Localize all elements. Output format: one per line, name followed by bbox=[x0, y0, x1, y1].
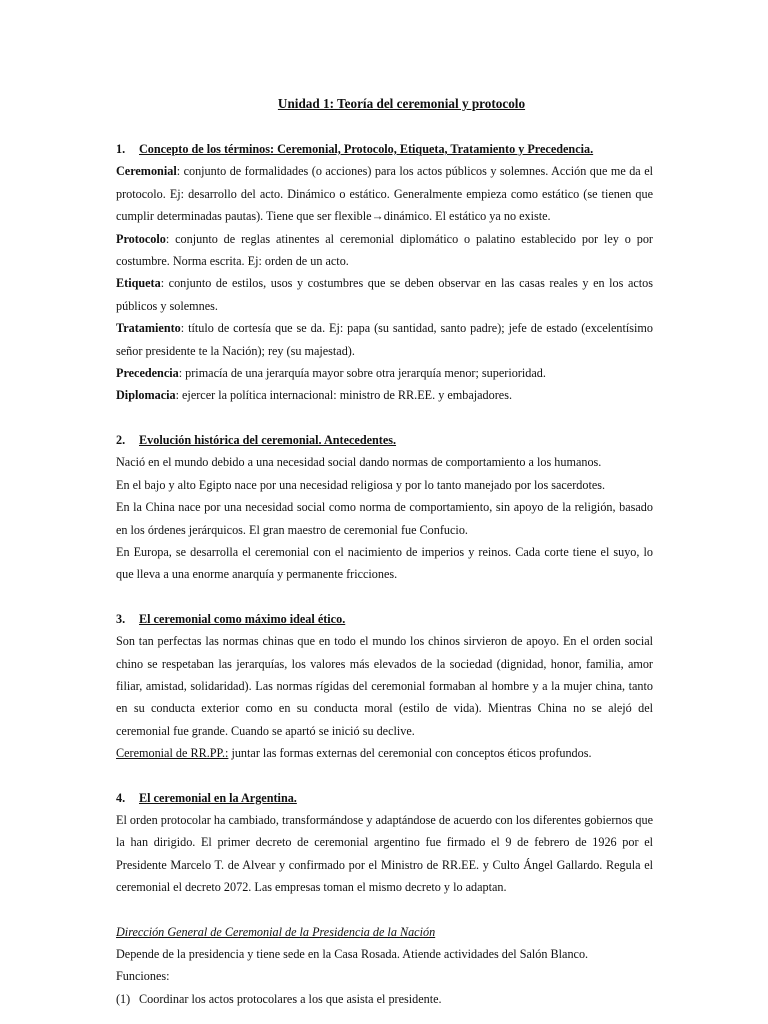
paragraph-precedencia bbox=[116, 362, 653, 384]
section-2-number: 2. bbox=[116, 432, 126, 447]
section-5-paragraph-2: Funciones: bbox=[116, 969, 170, 984]
list-item-number: (1) bbox=[116, 991, 131, 1006]
section-3-title: El ceremonial como máximo ideal ético. bbox=[139, 611, 346, 626]
def-diplomacia: : ejercer la política internacional: ministro de RR.EE. y embajadores. bbox=[175, 388, 512, 403]
term-diplomacia: Diplomacia bbox=[116, 388, 176, 403]
list-item-text: Coordinar los actos protocolares a los que asista el presidente. bbox=[139, 991, 442, 1006]
term-etiqueta: Etiqueta bbox=[116, 276, 161, 291]
term-precedencia: Precedencia bbox=[116, 366, 179, 381]
spacer bbox=[116, 586, 653, 608]
spacer bbox=[116, 765, 653, 787]
document-title: Unidad 1: Teoría del ceremonial y protocolo bbox=[277, 96, 526, 111]
spacer bbox=[116, 407, 653, 429]
section-1-heading bbox=[116, 138, 653, 160]
def-precedencia: : primacía de una jerarquía mayor sobre otra jerarquía menor; superioridad. bbox=[178, 366, 546, 381]
arrow-right-icon: → bbox=[371, 209, 384, 224]
spacer bbox=[116, 899, 653, 921]
term-ceremonial: Ceremonial bbox=[116, 164, 177, 179]
paragraph-ceremonial bbox=[116, 160, 653, 227]
def-protocolo: : conjunto de reglas atinentes al ceremonial diplomático o palatino establecido por ley o por costumbre. Norma escrita. Ej: orden de un acto. bbox=[116, 231, 653, 269]
section-4-paragraph-1: El orden protocolar ha cambiado, transformándose y adaptándose de acuerdo con los diferentes gobiernos que la han dirigido. El primer decreto de ceremonial argentino fue firmado el 9 de febrero de 1926 por el Presidente Marcelo T. de Alvear y confirmado por el Ministro de RR.EE. y Culto Ángel Gallardo. Regula el ceremonial el decreto 2072. Las empresas toman el mismo decreto y lo adaptan. bbox=[116, 812, 653, 895]
ceremonial-rrpp-label: Ceremonial de RR.PP.: bbox=[116, 746, 229, 761]
paragraph-protocolo bbox=[116, 228, 653, 273]
paragraph-tratamiento bbox=[116, 317, 653, 362]
section-2-paragraph-2: En el bajo y alto Egipto nace por una necesidad religiosa y por lo tanto manejado por los sacerdotes. bbox=[116, 477, 606, 492]
section-4-heading bbox=[116, 787, 653, 809]
section-3-paragraph-2 bbox=[116, 742, 653, 764]
def-ceremonial: : conjunto de formalidades (o acciones) para los actos públicos y solemnes. Acción que me da el protocolo. Ej: desarrollo del acto. Dinámico o estático. Generalmente empieza como estático (se tienen que cumplir determinadas pautas). Tiene que ser flexible bbox=[116, 164, 653, 224]
list-item bbox=[116, 988, 653, 1010]
section-2-title: Evolución histórica del ceremonial. Antecedentes. bbox=[139, 432, 397, 447]
def-tratamiento: : título de cortesía que se da. Ej: papa (su santidad, santo padre); jefe de estado (excelentísimo señor presidente te la Nación); rey (su majestad). bbox=[116, 321, 653, 358]
paragraph-diplomacia bbox=[116, 384, 653, 406]
section-2-paragraph-4: En Europa, se desarrolla el ceremonial con el nacimiento de imperios y reinos. Cada corte tiene el suyo, lo que lleva a una enorme anarquía y permanente fricciones. bbox=[116, 544, 653, 582]
section-2-paragraph-1: Nació en el mundo debido a una necesidad social dando normas de comportamiento a los humanos. bbox=[116, 455, 602, 470]
section-5-paragraph-1: Depende de la presidencia y tiene sede en la Casa Rosada. Atiende actividades del Salón Blanco. bbox=[116, 947, 589, 961]
paragraph-etiqueta bbox=[116, 272, 653, 317]
section-2-paragraph-3: En la China nace por una necesidad social como norma de comportamiento, sin apoyo de la religión, basado en los órdenes jerárquicos. El gran maestro de ceremonial fue Confucio. bbox=[116, 500, 653, 537]
section-4-number: 4. bbox=[116, 790, 126, 805]
document-body bbox=[116, 96, 653, 1010]
section-3-paragraph-1: Son tan perfectas las normas chinas que en todo el mundo los chinos sirvieron de apoyo. En el orden social chino se respetaban las jerarquías, los valores más elevados de la sociedad (dignidad, honor, familia, amor filiar, amistad, solidaridad). Las normas rígidas del ceremonial formaban al hombre y a la mujer china, tanto en su conducta exterior como en su conducta moral (estilo de vida). Mientras China no se alejó del ceremonial fue grande. Cuando se apartó se inició su declive. bbox=[116, 634, 653, 738]
def-etiqueta: : conjunto de estilos, usos y costumbres que se deben observar en las casas reales y en los actos públicos y solemnes. bbox=[116, 276, 653, 313]
section-2-heading bbox=[116, 429, 653, 451]
term-tratamiento: Tratamiento bbox=[116, 321, 181, 336]
section-4-title: El ceremonial en la Argentina. bbox=[139, 790, 297, 805]
section-3-heading bbox=[116, 608, 653, 630]
def-ceremonial-end: dinámico. El estático ya no existe. bbox=[383, 209, 551, 224]
section-1-title: Concepto de los términos: Ceremonial, Protocolo, Etiqueta, Tratamiento y Precedencia. bbox=[139, 142, 594, 156]
term-protocolo: Protocolo bbox=[116, 231, 166, 246]
section-3-number: 3. bbox=[116, 611, 126, 626]
section-1-number: 1. bbox=[116, 142, 126, 156]
ceremonial-rrpp-text: juntar las formas externas del ceremonial con conceptos éticos profundos. bbox=[228, 746, 592, 761]
section-5-heading: Dirección General de Ceremonial de la Presidencia de la Nación bbox=[116, 924, 436, 939]
